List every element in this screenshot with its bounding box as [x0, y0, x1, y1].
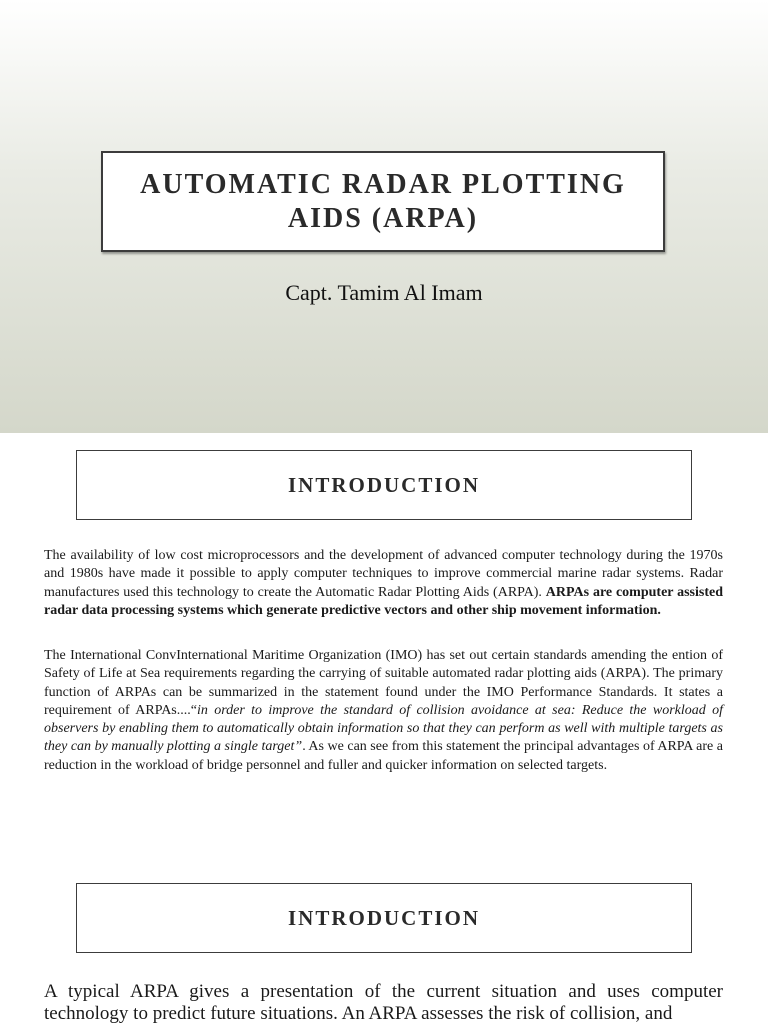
section-heading-box-1 [76, 450, 692, 520]
intro-paragraph-1 [44, 547, 723, 620]
intro-paragraph-1-bold: ARPAs are computer assisted radar data processing systems which generate predictive vectors and other ship movement information. [44, 584, 724, 618]
title-box [101, 151, 665, 252]
section-heading-box-2 [76, 883, 692, 953]
section-heading-2: INTRODUCTION [287, 905, 481, 930]
section-heading-1: INTRODUCTION [287, 472, 481, 497]
intro-paragraph-2-quote: in order to improve the standard of collision avoidance at sea: Reduce the workload of observers by enabling them to automatically obtain information so that they can perform as well with multiple targets as they can by manually plotting a single target” [44, 702, 724, 755]
intro-paragraph-2 [44, 647, 723, 775]
intro-paragraph-3: A typical ARPA gives a presentation of the current situation and uses computer technology to predict future situations. An ARPA assesses the risk of collision, and [44, 981, 723, 1024]
title-line-2: AIDS (ARPA) [287, 202, 479, 234]
page-title [140, 168, 626, 236]
title-line-1: AUTOMATIC RADAR PLOTTING [140, 168, 626, 200]
intro-paragraph-2-text: The International ConvInternational Maritime Organization (IMO) has set out certain standards amending the ention of Safety of Life at Sea requirements regarding the carrying of suitable automated radar plotting aids (ARPA). The primary function of ARPAs can be summarized in the statement found under the IMO Performance Standards. It states a requirement of ARPAs....“ [44, 648, 723, 718]
author-name: Capt. Tamim Al Imam [285, 280, 483, 305]
intro-paragraph-2-end: . As we can see from this statement the principal advantages of ARPA are a reduction in the workload of bridge personnel and fuller and quicker information on selected targets. [44, 739, 723, 773]
title-slide [0, 0, 768, 433]
intro-paragraph-1-text: The availability of low cost microprocessors and the development of advanced computer technology during the 1970s and 1980s have made it possible to apply computer techniques to improve commercial marine radar systems. Radar manufactures used this technology to create the Automatic Radar Plotting Aids (ARPA). [44, 548, 723, 600]
